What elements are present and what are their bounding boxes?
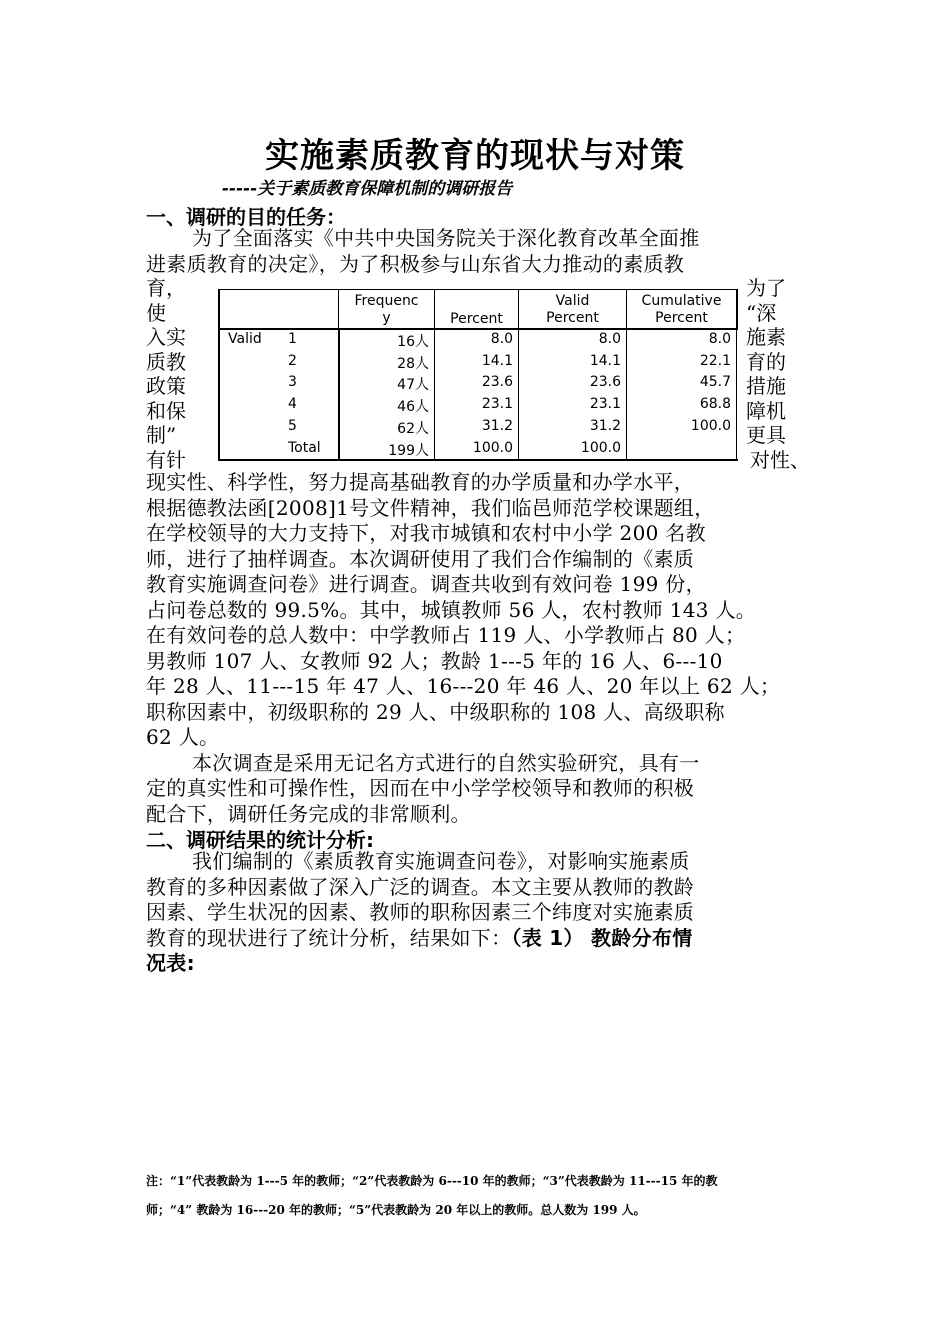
cell-valid-percent: 100.0 — [580, 439, 621, 456]
cell-category: 4 — [288, 396, 297, 413]
text-line: 定的真实性和可操作性，因而在中小学学校领导和教师的积极 — [146, 776, 695, 800]
text-line: 占问卷总数的 99.5%。其中，城镇教师 56 人，农村教师 143 人。 — [146, 597, 757, 622]
header-cumulative-percent: Cumulative Percent — [626, 290, 738, 328]
table-caption-end: 况表: — [146, 951, 195, 975]
cell-percent: 14.1 — [481, 352, 513, 369]
table-header — [220, 289, 738, 330]
text-line: 年 28 人、11---15 年 47 人、16---20 年 46 人、20 年以上 62 人； — [146, 674, 781, 698]
text-fragment: 入实 — [146, 325, 186, 349]
cell-cumulative-percent: 45.7 — [699, 374, 731, 391]
section1-heading: 一、调研的目的任务： — [146, 205, 346, 229]
cell-frequency: 62人 — [397, 420, 429, 437]
cell-percent: 23.1 — [481, 396, 513, 413]
text-fragment: 施素 — [746, 325, 786, 349]
text-line: 根据德教法函[2008]1号文件精神，我们临邑师范学校课题组， — [146, 495, 715, 520]
text-fragment: 育的 — [746, 349, 786, 374]
text-line: 教育实施调查问卷》进行调查。调查共收到有效问卷 199 份， — [146, 572, 706, 596]
wrapped-text-left — [146, 276, 206, 472]
cell-cumulative-percent: 22.1 — [699, 352, 731, 369]
text-line: 配合下，调研任务完成的非常顺利。 — [146, 801, 471, 826]
text-line: 进素质教育的决定》，为了积极参与山东省大力推动的素质教 — [146, 251, 685, 276]
cell-cumulative-percent: 8.0 — [708, 331, 731, 347]
cell-frequency: 199人 — [388, 442, 429, 459]
text-fragment: 有针 — [146, 447, 186, 472]
cell-category: 5 — [288, 417, 297, 434]
text-line: 职称因素中，初级职称的 29 人、中级职称的 108 人、高级职称 — [146, 699, 725, 724]
cell-frequency: 16人 — [397, 334, 429, 350]
cell-category: 2 — [288, 352, 297, 369]
text-line: 师，进行了抽样调查。本次调研使用了我们合作编制的《素质 — [146, 546, 695, 571]
text-fragment: 制” — [146, 423, 177, 447]
cell-valid-percent: 23.6 — [589, 374, 621, 391]
wrapped-text-right — [746, 276, 816, 472]
section1-body — [146, 470, 806, 827]
cell-percent: 100.0 — [472, 439, 513, 456]
header-valid-percent: Valid Percent — [518, 290, 626, 328]
table-divider — [626, 329, 627, 459]
row-group-label: Valid — [228, 331, 262, 347]
text-fragment: 育， — [146, 276, 186, 300]
text-line: 本次调查是采用无记名方式进行的自然实验研究，具有一 — [192, 750, 700, 775]
header-percent: Percent — [434, 290, 518, 328]
section2-body — [146, 849, 806, 977]
text-fragment: 更具 — [746, 423, 786, 447]
footnote-line: 师；“4” 教龄为 16---20 年的教师；“5”代表教龄为 20 年以上的教师。总人数为 199 人。 — [146, 1203, 646, 1217]
text-line: 在有效问卷的总人数中：中学教师占 119 人、小学教师占 80 人； — [146, 623, 746, 647]
table-divider — [736, 329, 737, 459]
cell-category: 3 — [288, 374, 297, 391]
cell-valid-percent: 8.0 — [598, 331, 621, 347]
text-fragment: 和保 — [146, 398, 186, 423]
text-line: 现实性、科学性，努力提高基础教育的办学质量和办学水平， — [146, 470, 695, 494]
text-fragment: 对性、 — [750, 447, 810, 472]
cell-category: 1 — [288, 331, 297, 347]
text-line: 为了全面落实《中共中央国务院关于深化教育改革全面推 — [192, 226, 700, 250]
text-line: 我们编制的《素质教育实施调查问卷》，对影响实施素质 — [192, 849, 690, 873]
document-title: 实施素质教育的现状与对策 — [265, 136, 685, 176]
cell-percent: 31.2 — [481, 417, 513, 434]
text-fragment: 质教 — [146, 349, 186, 374]
header-frequency: Frequenc y — [338, 290, 434, 328]
text-line: 62 人。 — [146, 725, 220, 749]
cell-frequency: 47人 — [397, 377, 429, 394]
text-line: 因素、学生状况的因素、教师的职称因素三个纬度对实施素质 — [146, 900, 695, 924]
table-caption: （表 1） 教龄分布情 — [511, 925, 693, 950]
text-fragment: “深 — [746, 300, 777, 325]
cell-frequency: 28人 — [397, 355, 429, 372]
text-line: 教育的多种因素做了深入广泛的调查。本文主要从教师的教龄 — [146, 874, 695, 899]
text-fragment: 措施 — [746, 374, 786, 398]
text-span: 教育的现状进行了统计分析，结果如下： — [146, 925, 512, 950]
text-fragment: 障机 — [746, 398, 786, 423]
cell-valid-percent: 23.1 — [589, 396, 621, 413]
footnote — [146, 1167, 816, 1225]
cell-cumulative-percent: 68.8 — [699, 396, 731, 413]
section1-intro — [146, 226, 806, 277]
cell-cumulative-percent: 100.0 — [690, 417, 731, 434]
text-line — [146, 926, 806, 952]
text-fragment: 为了 — [746, 276, 786, 300]
cell-valid-percent: 14.1 — [589, 352, 621, 369]
teaching-years-table — [218, 289, 738, 461]
text-fragment: 使 — [146, 300, 166, 325]
cell-valid-percent: 31.2 — [589, 417, 621, 434]
document-subtitle: -----关于素质教育保障机制的调研报告 — [222, 179, 513, 199]
cell-percent: 8.0 — [490, 331, 513, 347]
cell-category: Total — [288, 439, 321, 456]
footnote-line: 注：“1”代表教龄为 1---5 年的教师；“2”代表教龄为 6---10 年的教师；“3”代表教龄为 11---15 年的教 — [146, 1174, 718, 1188]
cell-percent: 23.6 — [481, 374, 513, 391]
section2-heading: 二、调研结果的统计分析: — [146, 828, 374, 852]
text-fragment: 政策 — [146, 374, 186, 398]
cell-frequency: 46人 — [397, 399, 429, 416]
text-line: 男教师 107 人、女教师 92 人；教龄 1---5 年的 16 人、6---10 — [146, 648, 723, 673]
text-line: 在学校领导的大力支持下，对我市城镇和农村中小学 200 名教 — [146, 521, 706, 545]
